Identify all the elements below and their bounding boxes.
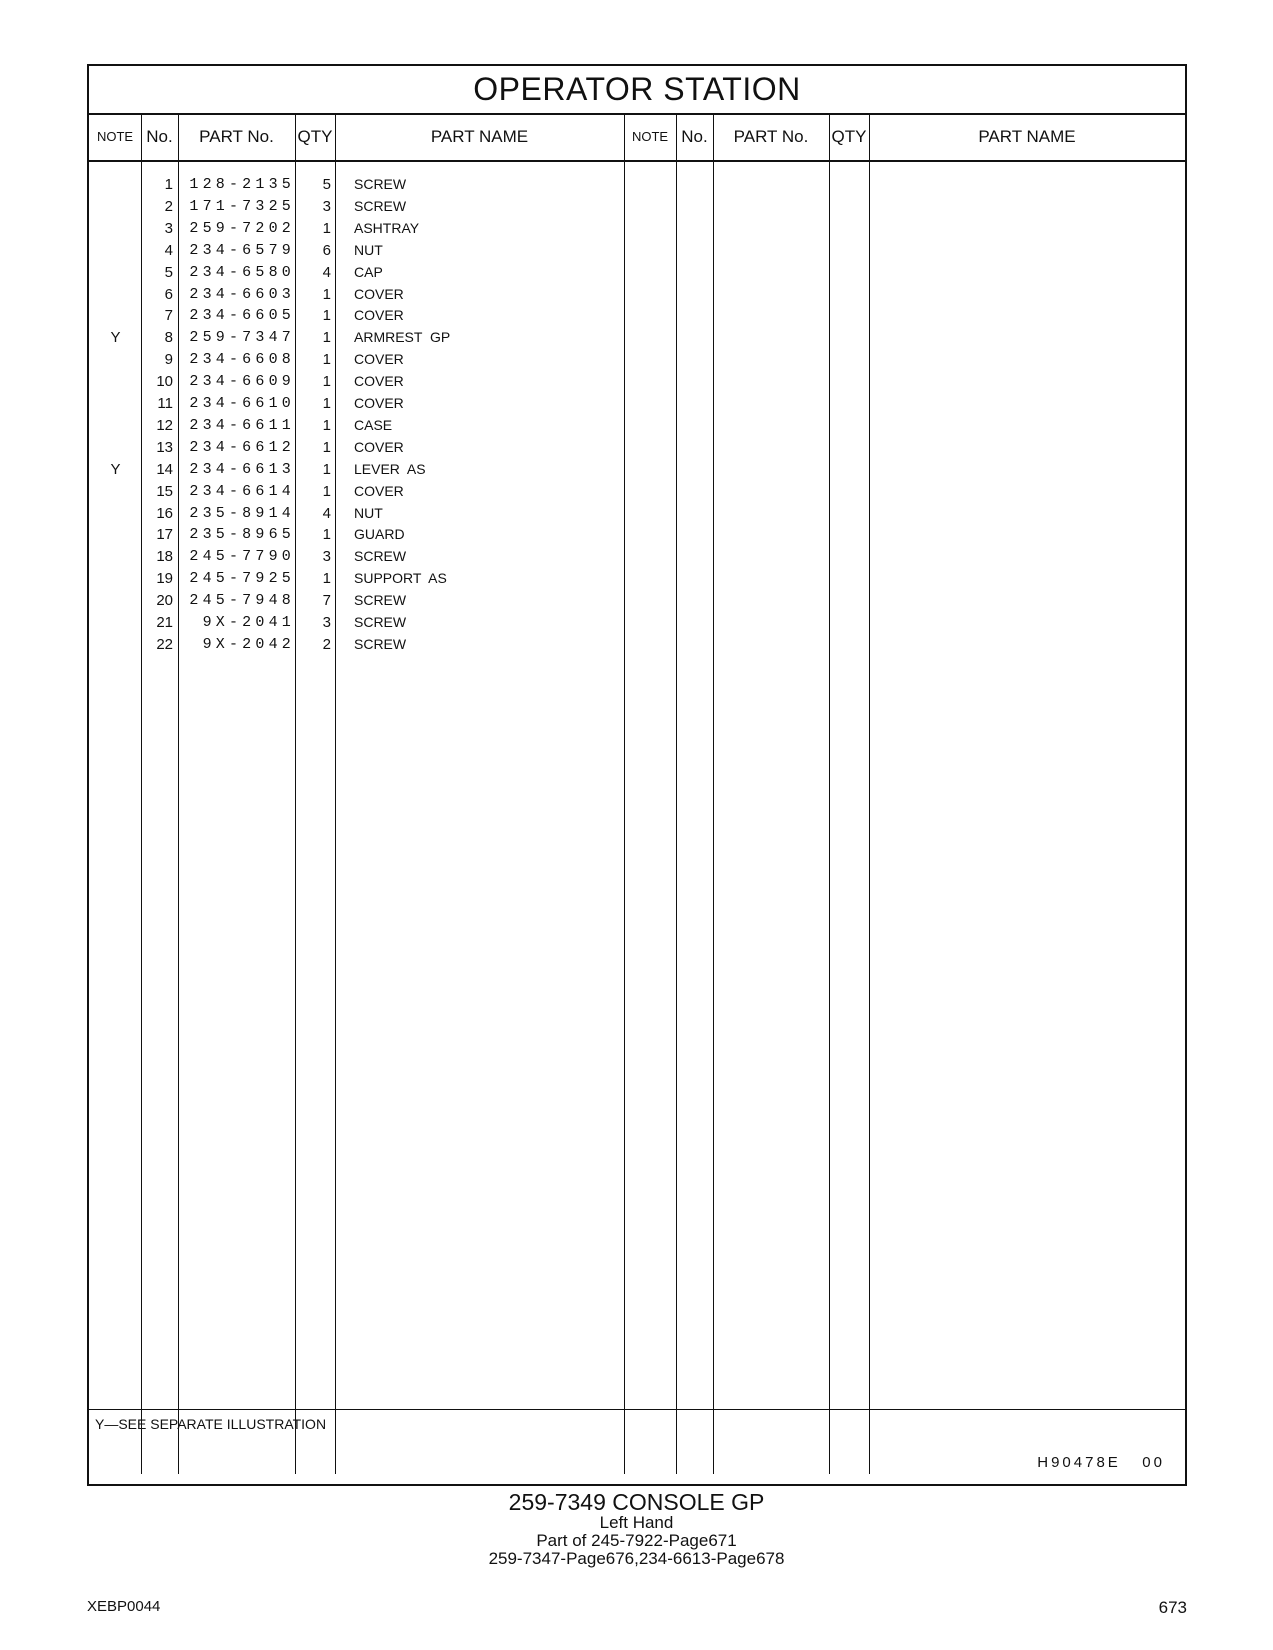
table-row: [89, 567, 624, 590]
note-cell: Y: [110, 329, 121, 347]
part-name-cell: SCREW: [354, 592, 407, 609]
parts-list-frame: [87, 64, 1187, 1486]
part-name-cell: SCREW: [354, 176, 407, 192]
item-number-cell: 19: [156, 570, 173, 588]
part-number-cell: 259-7202: [189, 219, 295, 237]
part-number-cell: 9X-2041: [202, 614, 295, 631]
quantity-cell: 1: [322, 373, 331, 391]
part-name-cell: COVER: [354, 482, 404, 499]
item-number-cell: 15: [156, 482, 173, 500]
table-row: [89, 523, 624, 546]
quantity-cell: 4: [322, 504, 331, 522]
part-number-cell: 234-6610: [189, 395, 295, 412]
page-title: OPERATOR STATION: [89, 66, 1185, 115]
quantity-cell: 1: [322, 219, 331, 237]
quantity-cell: 4: [322, 263, 331, 281]
part-name-cell: GUARD: [354, 526, 405, 543]
item-number-cell: 3: [164, 219, 173, 237]
document-id: XEBP0044: [87, 1598, 161, 1615]
table-row: [89, 370, 624, 393]
header-part-name-right: PART NAME: [978, 127, 1076, 146]
table-row: [89, 283, 624, 306]
item-number-cell: 6: [164, 285, 173, 303]
footnote: Y—SEE SEPARATE ILLUSTRATION: [95, 1416, 327, 1432]
part-number-cell: 234-6608: [189, 351, 295, 369]
table-row: [89, 195, 624, 218]
item-number-cell: 18: [156, 548, 173, 566]
part-number-cell: 235-8965: [189, 526, 295, 544]
table-row: [89, 239, 624, 262]
item-number-cell: 22: [156, 635, 173, 653]
item-number-cell: 20: [156, 592, 173, 610]
part-number-cell: 259-7347: [189, 329, 295, 347]
caption-part-of: Part of 245‑7922‑Page671: [536, 1531, 737, 1550]
part-number-cell: 9X-2042: [202, 635, 295, 653]
item-number-cell: 12: [156, 416, 173, 434]
part-number-cell: 234-6614: [189, 482, 295, 500]
part-name-cell: CASE: [354, 416, 393, 433]
part-number-cell: 234-6605: [189, 307, 295, 325]
column-divider: [869, 113, 870, 1474]
part-name-cell: COVER: [354, 285, 404, 302]
table-bottom-rule: [89, 1409, 1185, 1410]
part-name-cell: SCREW: [354, 614, 407, 630]
part-number-cell: 171-7325: [189, 197, 295, 215]
part-number-cell: 234-6603: [189, 285, 295, 303]
part-number-cell: 234-6609: [189, 373, 295, 391]
quantity-cell: 5: [322, 176, 331, 193]
item-number-cell: 9: [164, 351, 173, 369]
caption-references: 259‑7347‑Page676,234‑6613‑Page678: [488, 1549, 785, 1568]
table-row: [89, 589, 624, 612]
table-row: [89, 436, 624, 459]
part-number-cell: 234-6579: [189, 241, 295, 259]
table-row: [89, 480, 624, 503]
part-name-cell: LEVER AS: [354, 460, 426, 477]
quantity-cell: 7: [322, 592, 331, 610]
illustration-code: H90478E 00: [1037, 1454, 1165, 1471]
table-row: [89, 545, 624, 568]
column-divider: [829, 113, 830, 1474]
part-number-cell: 245-7948: [189, 592, 295, 610]
item-number-cell: 14: [156, 460, 173, 478]
item-number-cell: 2: [164, 197, 173, 215]
header-part-name-left: PART NAME: [430, 127, 529, 146]
quantity-cell: 1: [322, 395, 331, 412]
item-number-cell: 8: [164, 329, 173, 347]
part-name-cell: SCREW: [354, 548, 407, 565]
item-number-cell: 13: [156, 438, 173, 456]
part-name-cell: SUPPORT AS: [354, 570, 447, 587]
part-name-cell: NUT: [354, 241, 383, 258]
part-number-cell: 234-6613: [189, 460, 295, 478]
quantity-cell: 1: [322, 460, 331, 478]
part-name-cell: SCREW: [354, 197, 407, 214]
item-number-cell: 11: [157, 395, 173, 412]
quantity-cell: 3: [322, 548, 331, 566]
quantity-cell: 3: [322, 614, 331, 631]
table-row: [89, 173, 624, 196]
note-cell: Y: [110, 460, 121, 478]
table-row: [89, 261, 624, 284]
table-row: [89, 502, 624, 525]
header-note-left: NOTE: [96, 129, 134, 144]
header-no-left: No.: [146, 127, 173, 146]
item-number-cell: 5: [164, 263, 173, 281]
table-row: [89, 217, 624, 240]
item-number-cell: 1: [164, 176, 173, 193]
part-number-cell: 234-6612: [189, 438, 295, 456]
part-name-cell: CAP: [354, 263, 383, 280]
part-name-cell: COVER: [354, 351, 404, 368]
quantity-cell: 1: [322, 416, 331, 434]
quantity-cell: 1: [322, 570, 331, 588]
quantity-cell: 2: [322, 635, 331, 653]
part-name-cell: SCREW: [354, 635, 407, 652]
column-divider: [676, 113, 677, 1474]
part-number-cell: 234-6611: [189, 416, 295, 434]
item-number-cell: 7: [164, 307, 173, 325]
quantity-cell: 6: [322, 241, 331, 259]
header-note-right: NOTE: [631, 129, 669, 144]
part-name-cell: COVER: [354, 438, 404, 455]
header-part-no-right: PART No.: [733, 127, 809, 146]
quantity-cell: 1: [322, 526, 331, 544]
table-row: [89, 326, 624, 349]
header-no-right: No.: [681, 127, 708, 146]
quantity-cell: 1: [322, 329, 331, 347]
quantity-cell: 1: [322, 285, 331, 303]
part-name-cell: ASHTRAY: [354, 219, 420, 236]
quantity-cell: 1: [322, 307, 331, 325]
quantity-cell: 1: [322, 482, 331, 500]
table-row: [89, 414, 624, 437]
part-name-cell: COVER: [354, 373, 404, 390]
quantity-cell: 1: [322, 351, 331, 369]
table-row: [89, 304, 624, 327]
table-row: [89, 633, 624, 656]
caption-side: Left Hand: [599, 1513, 674, 1532]
quantity-cell: 3: [322, 197, 331, 215]
header-qty-left: QTY: [297, 127, 333, 146]
part-number-cell: 234-6580: [189, 263, 295, 281]
table-header: [89, 113, 1185, 162]
table-row: [89, 611, 624, 634]
part-number-cell: 245-7790: [189, 548, 295, 566]
part-number-cell: 245-7925: [189, 570, 295, 588]
item-number-cell: 4: [164, 241, 173, 259]
header-part-no-left: PART No.: [199, 127, 274, 146]
part-name-cell: COVER: [354, 395, 404, 411]
item-number-cell: 21: [156, 614, 173, 631]
item-number-cell: 17: [156, 526, 173, 544]
header-qty-right: QTY: [831, 127, 867, 146]
item-number-cell: 10: [156, 373, 173, 391]
part-number-cell: 128-2135: [189, 176, 295, 193]
quantity-cell: 1: [322, 438, 331, 456]
column-divider: [713, 113, 714, 1474]
part-name-cell: ARMREST GP: [354, 329, 451, 346]
table-row: [89, 458, 624, 481]
page-number: 673: [1158, 1598, 1187, 1617]
caption-group-title: 259‑7349 CONSOLE GP: [508, 1489, 765, 1515]
table-row: [89, 392, 624, 415]
item-number-cell: 16: [156, 504, 173, 522]
part-number-cell: 235-8914: [189, 504, 295, 522]
part-name-cell: NUT: [354, 504, 383, 521]
table-row: [89, 348, 624, 371]
part-name-cell: COVER: [354, 307, 404, 324]
